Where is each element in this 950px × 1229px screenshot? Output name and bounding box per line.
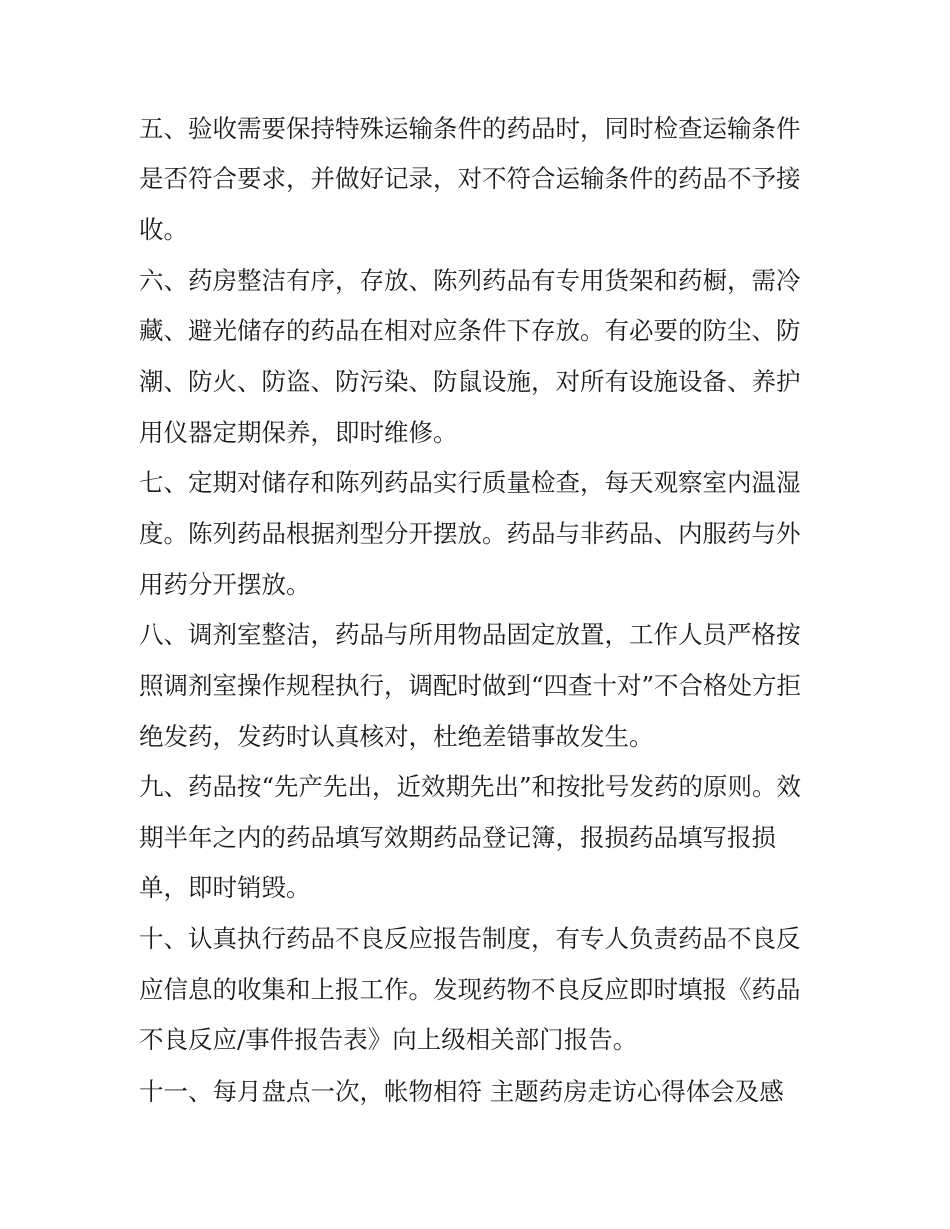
text-line: 用仪器定期保养，即时维修。 [139,418,458,447]
text-line: 绝发药，发药时认真核对，杜绝差错事故发生。 [139,722,654,751]
text-line: 七、定期对储存和陈列药品实行质量检查，每天观察室内温湿 [139,468,801,497]
text-line: 九、药品按“先产先出，近效期先出”和按批号发药的原则。效 [139,772,802,801]
text-line: 是否符合要求，并做好记录，对不符合运输条件的药品不予接 [139,164,801,193]
text-line: 潮、防火、防盗、防污染、防鼠设施，对所有设施设备、养护 [139,367,801,396]
text-line: 十一、每月盘点一次，帐物相符 主题药房走访心得体会及感 [139,1077,784,1106]
text-line: 收。 [139,215,188,244]
text-line: 单，即时销毁。 [139,873,311,902]
text-line: 藏、避光储存的药品在相对应条件下存放。有必要的防尘、防 [139,316,801,345]
text-line: 不良反应/事件报告表》向上级相关部门报告。 [139,1025,638,1054]
text-line: 八、调剂室整洁，药品与所用物品固定放置，工作人员严格按 [139,620,801,649]
text-line: 应信息的收集和上报工作。发现药物不良反应即时填报《药品 [139,975,801,1004]
text-line: 期半年之内的药品填写效期药品登记簿，报损药品填写报损 [139,823,776,852]
text-line: 度。陈列药品根据剂型分开摆放。药品与非药品、内服药与外 [139,519,801,548]
text-line: 十、认真执行药品不良反应报告制度，有专人负责药品不良反 [139,924,801,953]
text-line: 五、验收需要保持特殊运输条件的药品时，同时检查运输条件 [139,114,801,143]
text-line: 用药分开摆放。 [139,570,311,599]
text-line: 六、药房整洁有序，存放、陈列药品有专用货架和药橱，需冷 [139,266,801,295]
text-line: 照调剂室操作规程执行，调配时做到“四查十对”不合格处方拒 [139,671,802,700]
